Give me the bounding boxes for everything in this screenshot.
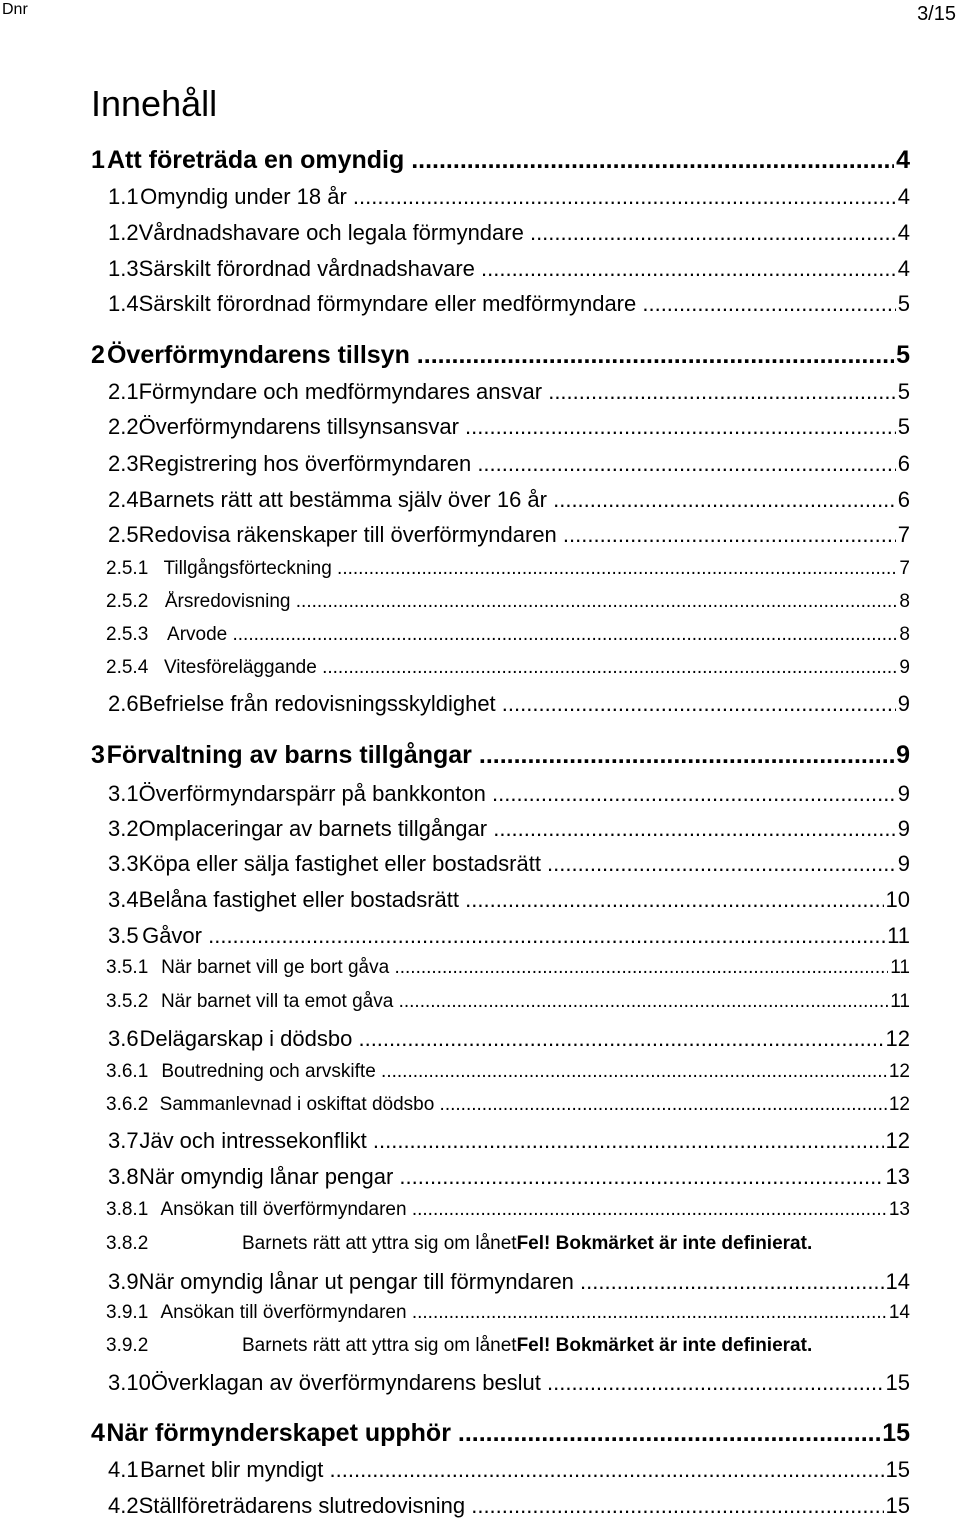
toc-entry-number: 3.6.2 [106, 1094, 149, 1115]
toc-entry-page: 12 [885, 1128, 910, 1153]
toc-entry-2-5-3[interactable] [106, 624, 910, 648]
toc-entry-3-5[interactable] [108, 923, 910, 951]
toc-entry-title: Sammanlevnad i oskiftat dödsbo ..... [160, 1094, 887, 1116]
toc-entry-title: Befrielse från redovisningsskyldighet ..... [139, 691, 896, 717]
toc-entry-3-1[interactable] [108, 781, 910, 809]
toc-entry-title: Överförmyndarens tillsynsansvar ..... [139, 414, 896, 440]
toc-entry-title: Vitesföreläggande ..... [164, 657, 897, 679]
toc-entry-title: Boutredning och arvskifte ..... [161, 1061, 887, 1083]
toc-entry-number: 2.2 [108, 414, 139, 439]
toc-entry-page: 5 [897, 379, 910, 404]
toc-entry-1-3[interactable] [108, 256, 910, 284]
toc-entry-page: 15 [885, 1457, 910, 1482]
toc-entry-title: Överklagan av överförmyndarens beslut ..... [151, 1370, 884, 1396]
toc-entry-number: 3.5.2 [106, 991, 149, 1012]
toc-entry-3-3[interactable] [108, 851, 910, 879]
toc-entry-2-3[interactable] [108, 451, 910, 479]
toc-entry-number: 2.5 [108, 522, 139, 547]
toc-entry-title: Tillgångsförteckning ..... [164, 558, 898, 580]
toc-entry-page: 5 [897, 291, 910, 316]
toc-entry-number: 3.9 [108, 1269, 139, 1294]
toc-entry-2-2[interactable] [108, 414, 910, 442]
toc-entry-page: 12 [888, 1061, 910, 1082]
toc-entry-title: Jäv och intressekonflikt ..... [139, 1128, 883, 1154]
toc-entry-number: 3.8.2 [106, 1233, 149, 1254]
toc-entry-number: 3.5.1 [106, 957, 149, 978]
toc-entry-3-9-2[interactable] [106, 1335, 948, 1359]
toc-entry-page: 14 [888, 1302, 910, 1323]
toc-entry-page: 13 [888, 1199, 910, 1220]
toc-entry-4-2[interactable] [108, 1493, 910, 1521]
toc-entry-2-6[interactable] [108, 691, 910, 719]
toc-entry-number: 3.5 [108, 923, 139, 948]
toc-entry-page: 11 [887, 923, 910, 948]
toc-entry-number: 3.2 [108, 816, 139, 841]
toc-entry-number: 2.5.3 [106, 624, 149, 645]
toc-entry-number: 3.9.2 [106, 1335, 149, 1356]
toc-entry-1[interactable] [91, 146, 910, 178]
toc-entry-title: Omplaceringar av barnets tillgångar ..... [139, 816, 896, 842]
toc-entry-number: 2.1 [108, 379, 139, 404]
toc-entry-page: 9 [897, 816, 910, 841]
toc-entry-page: 8 [899, 624, 910, 645]
toc-entry-title: Barnets rätt att bestämma själv över 16 år ..... [139, 487, 896, 513]
toc-entry-page: 7 [897, 522, 910, 547]
toc-entry-page: 9 [896, 741, 910, 769]
toc-entry-page: 6 [897, 451, 910, 476]
toc-entry-page: 4 [897, 220, 910, 245]
toc-entry-number: 1.2 [108, 220, 139, 245]
toc-entry-3-8-1[interactable] [106, 1199, 910, 1223]
toc-entry-3-9-1[interactable] [106, 1302, 910, 1326]
toc-entry-title: Att företräda en omyndig ..... [107, 146, 894, 175]
toc-entry-3-2[interactable] [108, 816, 910, 844]
toc-entry-number: 3.3 [108, 851, 139, 876]
toc-entry-page: 9 [899, 657, 910, 678]
toc-entry-title: När omyndig lånar ut pengar till förmyndaren ..... [139, 1269, 884, 1295]
toc-entry-number: 3.10 [108, 1370, 151, 1395]
toc-entry-title: Årsredovisning ..... [165, 591, 898, 613]
toc-entry-number: 3.9.1 [106, 1302, 149, 1323]
toc-entry-title: Ansökan till överförmyndaren ..... [160, 1302, 886, 1324]
toc-entry-number: 2.5.4 [106, 657, 149, 678]
toc-entry-title: Arvode ..... [167, 624, 897, 646]
toc-entry-page: 11 [890, 957, 910, 978]
toc-entry-title: När förmynderskapet upphör ..... [106, 1419, 880, 1448]
toc-entry-page: 10 [885, 887, 910, 912]
toc-entry-3-4[interactable] [108, 887, 910, 915]
toc-entry-number: 1.4 [108, 291, 139, 316]
toc-entry-1-4[interactable] [108, 291, 910, 319]
toc-entry-2-5-2[interactable] [106, 591, 910, 615]
toc-entry-title: Överförmyndarspärr på bankkonton ..... [139, 781, 896, 807]
toc-entry-title: Köpa eller sälja fastighet eller bostadsrätt ..... [139, 851, 896, 877]
toc-entry-title: Förmyndare och medförmyndares ansvar ..... [139, 379, 896, 405]
toc-entry-page: 8 [899, 591, 910, 612]
toc-entry-3-5-2[interactable] [106, 991, 910, 1015]
toc-entry-3[interactable] [91, 741, 910, 773]
toc-entry-title: När omyndig lånar pengar ..... [139, 1164, 884, 1190]
toc-entry-2-5-1[interactable] [106, 558, 910, 582]
toc-entry-page: 14 [885, 1269, 910, 1294]
toc-entry-2-5[interactable] [108, 522, 910, 550]
toc-entry-title: Omyndig under 18 år ..... [140, 184, 896, 210]
toc-entry-page: 4 [897, 256, 910, 281]
toc-entry-2[interactable] [91, 341, 910, 373]
page-number: 3/15 [917, 3, 956, 25]
toc-entry-number: 2.5.2 [106, 591, 149, 612]
toc-entry-title: Förvaltning av barns tillgångar ..... [107, 741, 895, 770]
toc-entry-title: Gåvor ..... [142, 923, 885, 949]
toc-entry-page: 12 [888, 1094, 910, 1115]
toc-entry-number: 3.6 [108, 1026, 139, 1051]
header-left-label: Dnr [2, 1, 28, 18]
toc-entry-3-8-2[interactable] [106, 1233, 948, 1257]
toc-entry-page: 13 [885, 1164, 910, 1189]
toc-entry-2-4[interactable] [108, 487, 910, 515]
toc-entry-title: Barnets rätt att yttra sig om lånet [242, 1335, 517, 1356]
toc-entry-1-1[interactable] [108, 184, 910, 212]
toc-entry-page: 15 [882, 1419, 910, 1447]
toc-entry-3-5-1[interactable] [106, 957, 910, 981]
toc-entry-4-1[interactable] [108, 1457, 910, 1485]
toc-entry-title: Barnet blir myndigt ..... [140, 1457, 884, 1483]
toc-entry-title: När barnet vill ge bort gåva ..... [161, 957, 888, 979]
toc-entry-page: 11 [890, 991, 910, 1012]
toc-entry-title: Särskilt förordnad förmyndare eller medförmyndare ..... [139, 291, 896, 317]
toc-entry-number: 2 [91, 341, 105, 369]
toc-entry-page: 15 [885, 1493, 910, 1518]
toc-entry-title: Belåna fastighet eller bostadsrätt ..... [139, 887, 884, 913]
toc-entry-page: 9 [897, 691, 910, 716]
toc-entry-title: När barnet vill ta emot gåva ..... [161, 991, 888, 1013]
toc-entry-2-5-4[interactable] [106, 657, 910, 681]
toc-entry-page: 7 [899, 558, 910, 579]
toc-entry-page: 6 [897, 487, 910, 512]
toc-entry-number: 2.4 [108, 487, 139, 512]
toc-entry-3-8[interactable] [108, 1164, 910, 1192]
page-title: Innehåll [91, 83, 218, 124]
toc-entry-number: 3.8.1 [106, 1199, 149, 1220]
toc-entry-page: 9 [897, 851, 910, 876]
toc-entry-title: Överförmyndarens tillsyn ..... [107, 341, 894, 370]
toc-entry-number: 3.1 [108, 781, 139, 806]
toc-entry-number: 1 [91, 146, 105, 174]
toc-entry-page: 12 [885, 1026, 910, 1051]
toc-entry-title: Ställföreträdarens slutredovisning ..... [139, 1493, 884, 1519]
toc-entry-page: 9 [897, 781, 910, 806]
toc-entry-number: 2.5.1 [106, 558, 149, 579]
toc-entry-number: 4 [91, 1419, 105, 1447]
toc-entry-number: 1.1 [108, 184, 139, 209]
toc-entry-number: 3 [91, 741, 105, 769]
toc-entry-3-6[interactable] [108, 1026, 910, 1054]
toc-entry-page: 5 [896, 341, 910, 369]
toc-entry-2-1[interactable] [108, 379, 910, 407]
toc-entry-number: 3.8 [108, 1164, 139, 1189]
toc-entry-3-9[interactable] [108, 1269, 910, 1297]
toc-entry-number: 4.2 [108, 1493, 139, 1518]
toc-entry-number: 2.3 [108, 451, 139, 476]
toc-entry-page: 15 [885, 1370, 910, 1395]
toc-entry-title: Registrering hos överförmyndaren ..... [139, 451, 896, 477]
toc-entry-3-7[interactable] [108, 1128, 910, 1156]
toc-entry-page: 4 [897, 184, 910, 209]
toc-entry-title: Vårdnadshavare och legala förmyndare ..... [139, 220, 896, 246]
toc-entry-number: 1.3 [108, 256, 139, 281]
toc-entry-1-2[interactable] [108, 220, 910, 248]
toc-entry-4[interactable] [91, 1419, 910, 1451]
toc-entry-number: 4.1 [108, 1457, 139, 1482]
toc-entry-3-6-1[interactable] [106, 1061, 910, 1085]
toc-entry-title: Särskilt förordnad vårdnadshavare ..... [139, 256, 896, 282]
toc-entry-title: Delägarskap i dödsbo ..... [140, 1026, 884, 1052]
toc-entry-number: 3.7 [108, 1128, 139, 1153]
bookmark-error-message: Fel! Bokmärket är inte definierat. [516, 1233, 813, 1254]
toc-entry-number: 2.6 [108, 691, 139, 716]
toc-entry-title: Redovisa räkenskaper till överförmyndaren ..... [139, 522, 896, 548]
toc-entry-3-10[interactable] [108, 1370, 910, 1398]
bookmark-error-message: Fel! Bokmärket är inte definierat. [516, 1335, 813, 1356]
toc-entry-3-6-2[interactable] [106, 1094, 910, 1118]
toc-entry-title: Ansökan till överförmyndaren ..... [160, 1199, 886, 1221]
toc-entry-title: Barnets rätt att yttra sig om lånet [242, 1233, 517, 1254]
toc-entry-page: 5 [897, 414, 910, 439]
toc-entry-number: 3.6.1 [106, 1061, 149, 1082]
toc-entry-number: 3.4 [108, 887, 139, 912]
toc-entry-page: 4 [896, 146, 910, 174]
